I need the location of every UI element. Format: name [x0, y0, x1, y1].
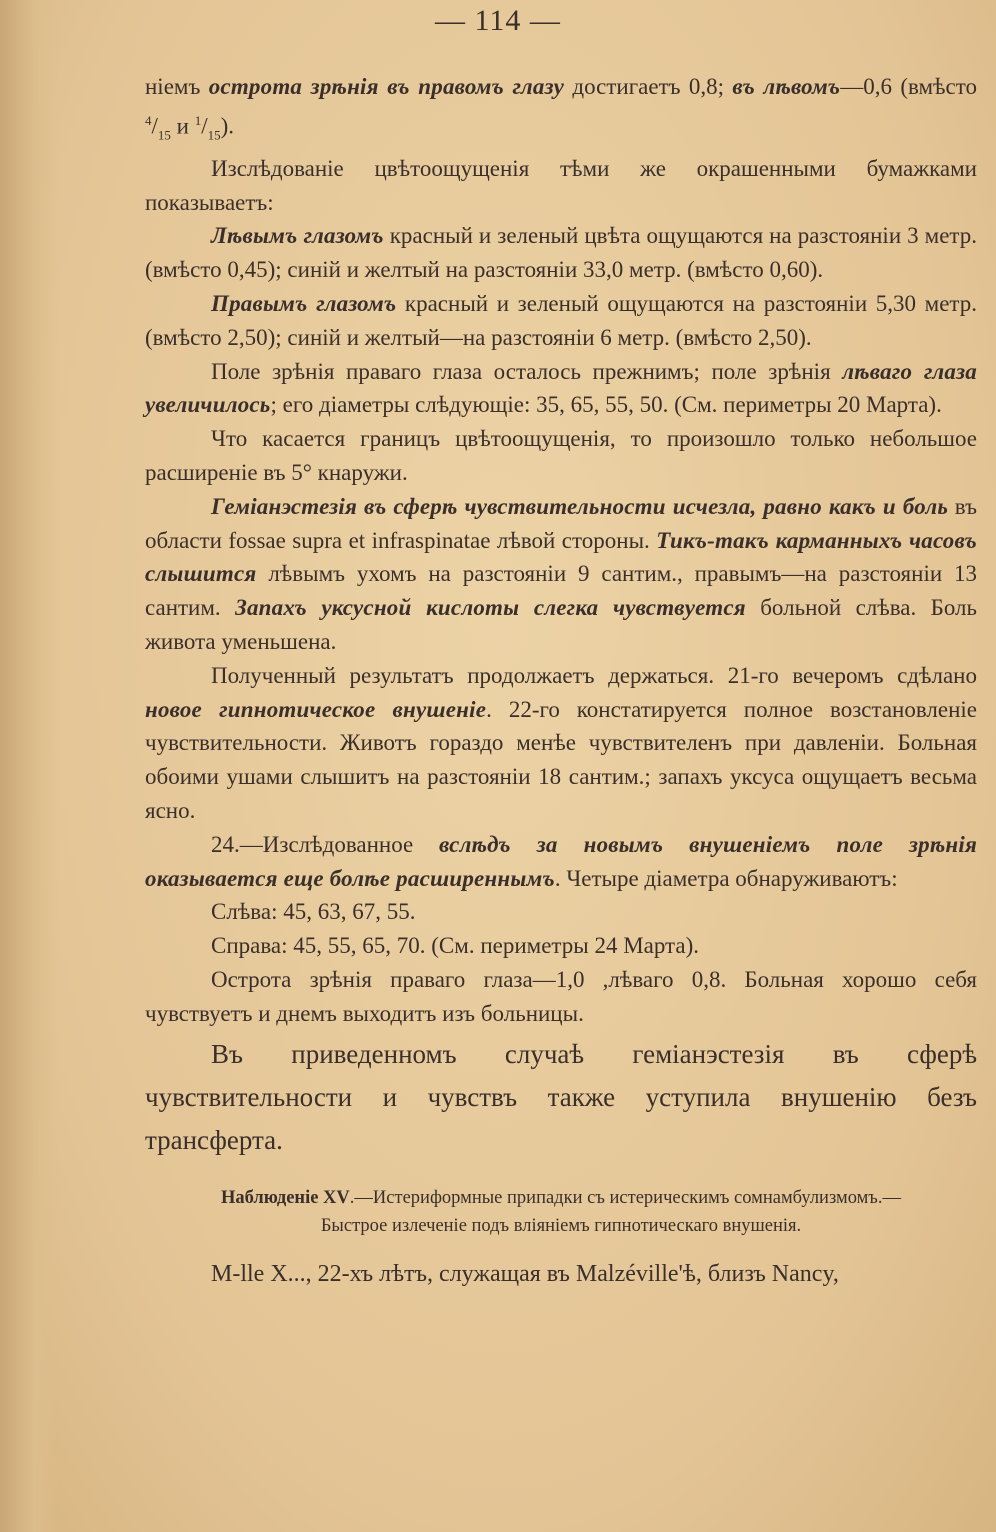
observation-heading — [145, 1184, 977, 1240]
p9-text-c: . Четыре діаметра обнаруживаютъ: — [554, 865, 898, 891]
fraction-1-denominator: 15 — [157, 127, 171, 143]
observation-title-line2: Быстрое излеченіе подъ вліяніемъ гипнотическаго внушенія. — [320, 1215, 802, 1236]
p7-emphasis-e: Запахъ уксусной кислоты слегка чувствуется — [235, 595, 746, 621]
diameters-right: Справа: 45, 55, 65, 70. (См. периметры 24 Марта). — [211, 933, 699, 959]
p1-text-g: и — [170, 113, 195, 139]
fraction-2-numerator: 1 — [194, 112, 202, 128]
p7-emphasis-c: Тикъ-такъ карманныхъ часовъ слышится — [145, 527, 978, 587]
observation-first-line: M-lle X..., 22-хъ лѣтъ, служащая въ Malzéville'ѣ, близъ Nancy, — [211, 1260, 839, 1287]
paragraph-1: ніемъ острота зрѣнія въ правомъ глазу достигаетъ 0,8; въ лѣвомъ—0,6 (вмѣсто $^4/_{15}$ и $^1/_{15}$). — [145, 74, 977, 143]
observation-label: Наблюденіе XV — [220, 1187, 350, 1208]
body-text — [145, 70, 977, 1291]
p5-emphasis: лѣваго глаза увеличилось — [145, 358, 977, 418]
page-gutter-shadow — [0, 0, 58, 1532]
p9-emphasis: вслѣдъ за новымъ внушеніемъ поле зрѣнія оказывается еще болѣе расширеннымъ — [145, 831, 978, 891]
p8-text-c: . 22-го констатируется полное возстановленіе чувствительности. Животъ гораздо менѣе чувствителенъ при давленіи. Больная обоими ушами слышитъ на разстояніи 18 сантим.; запахъ уксуса ощущаетъ весьма ясно. — [145, 696, 977, 823]
paragraph-6: Что касается границъ цвѣтоощущенія, то произошло только небольшое расширеніе въ 5° кнаружи. — [145, 426, 977, 486]
p7-text-f: больной слѣва. Боль живота уменьшена. — [145, 595, 978, 654]
fraction-1-numerator: 4 — [145, 112, 152, 128]
paragraph-2: Изслѣдованіе цвѣтоощущенія тѣми же окрашенными бумажками показываетъ: — [145, 155, 977, 215]
p9-text-a: 24.—Изслѣдованное — [211, 831, 439, 857]
fraction-2-denominator: 15 — [207, 127, 221, 143]
p7-text-d: лѣвымъ ухомъ на разстояніи 9 сантим., правымъ—на разстояніи 13 сантим. — [145, 561, 977, 621]
p8-text-a: Полученный результатъ продолжаетъ держаться. 21-го вечеромъ сдѣлано — [211, 662, 977, 688]
p1-emphasis-d: въ лѣвомъ — [732, 74, 841, 99]
paragraph-4 — [145, 287, 977, 355]
p1-text-h: ). — [220, 113, 235, 139]
p1-text-e: —0,6 (вмѣсто — [840, 74, 977, 99]
paragraph-9 — [145, 828, 977, 896]
conclusion-paragraph: Въ приведенномъ случаѣ геміанэстезія въ сферѣ чувствительности и чувствъ также уступила внушенію безъ трансферта. — [145, 1038, 977, 1155]
paragraph-3 — [145, 219, 977, 287]
page-number: — 114 — — [435, 4, 561, 37]
p4-text: красный и зеленый ощущаются на разстояніи 5,30 метр. (вмѣсто 2,50); синій и желтый—на разстояніи 6 метр. (вмѣсто 2,50). — [145, 291, 977, 350]
diameters-left: Слѣва: 45, 63, 67, 55. — [211, 899, 416, 925]
paragraph-7 — [145, 490, 977, 659]
p4-emphasis: Правымъ глазомъ — [211, 291, 397, 317]
paragraph-5 — [145, 355, 977, 423]
p5-text-a: Поле зрѣнія праваго глаза осталось прежнимъ; поле зрѣнія — [211, 358, 843, 384]
p1-text-a: ніемъ — [145, 74, 209, 99]
p3-text: красный и зеленый цвѣта ощущаются на разстояніи 3 метр. (вмѣсто 0,45); синій и желтый на разстояніи 33,0 метр. (вмѣсто 0,60). — [145, 223, 978, 283]
paragraph-8 — [145, 659, 977, 828]
paragraph-12: Острота зрѣнія праваго глаза—1,0 ,лѣваго 0,8. Больная хорошо себя чувствуетъ и днемъ выходитъ изъ больницы. — [145, 966, 977, 1026]
p7-text-b: въ области fossae supra et infraspinatae лѣвой стороны. — [145, 493, 977, 553]
p7-emphasis-a: Геміанэстезія въ сферѣ чувствительности исчезла, равно какъ и боль — [211, 493, 949, 519]
p3-emphasis: Лѣвымъ глазомъ — [211, 223, 384, 249]
p1-text-c: достигаетъ 0,8; — [564, 74, 733, 99]
p5-text-c: ; его діаметры слѣдующіе: 35, 65, 55, 50. (См. периметры 20 Марта). — [270, 392, 942, 418]
p8-emphasis: новое гипнотическое внушеніе — [145, 696, 487, 722]
observation-title-line1: .—Истериформные припадки съ истерическимъ сомнамбулизмомъ.— — [349, 1187, 902, 1208]
p1-emphasis-b: острота зрѣнія въ правомъ глазу — [208, 74, 565, 99]
